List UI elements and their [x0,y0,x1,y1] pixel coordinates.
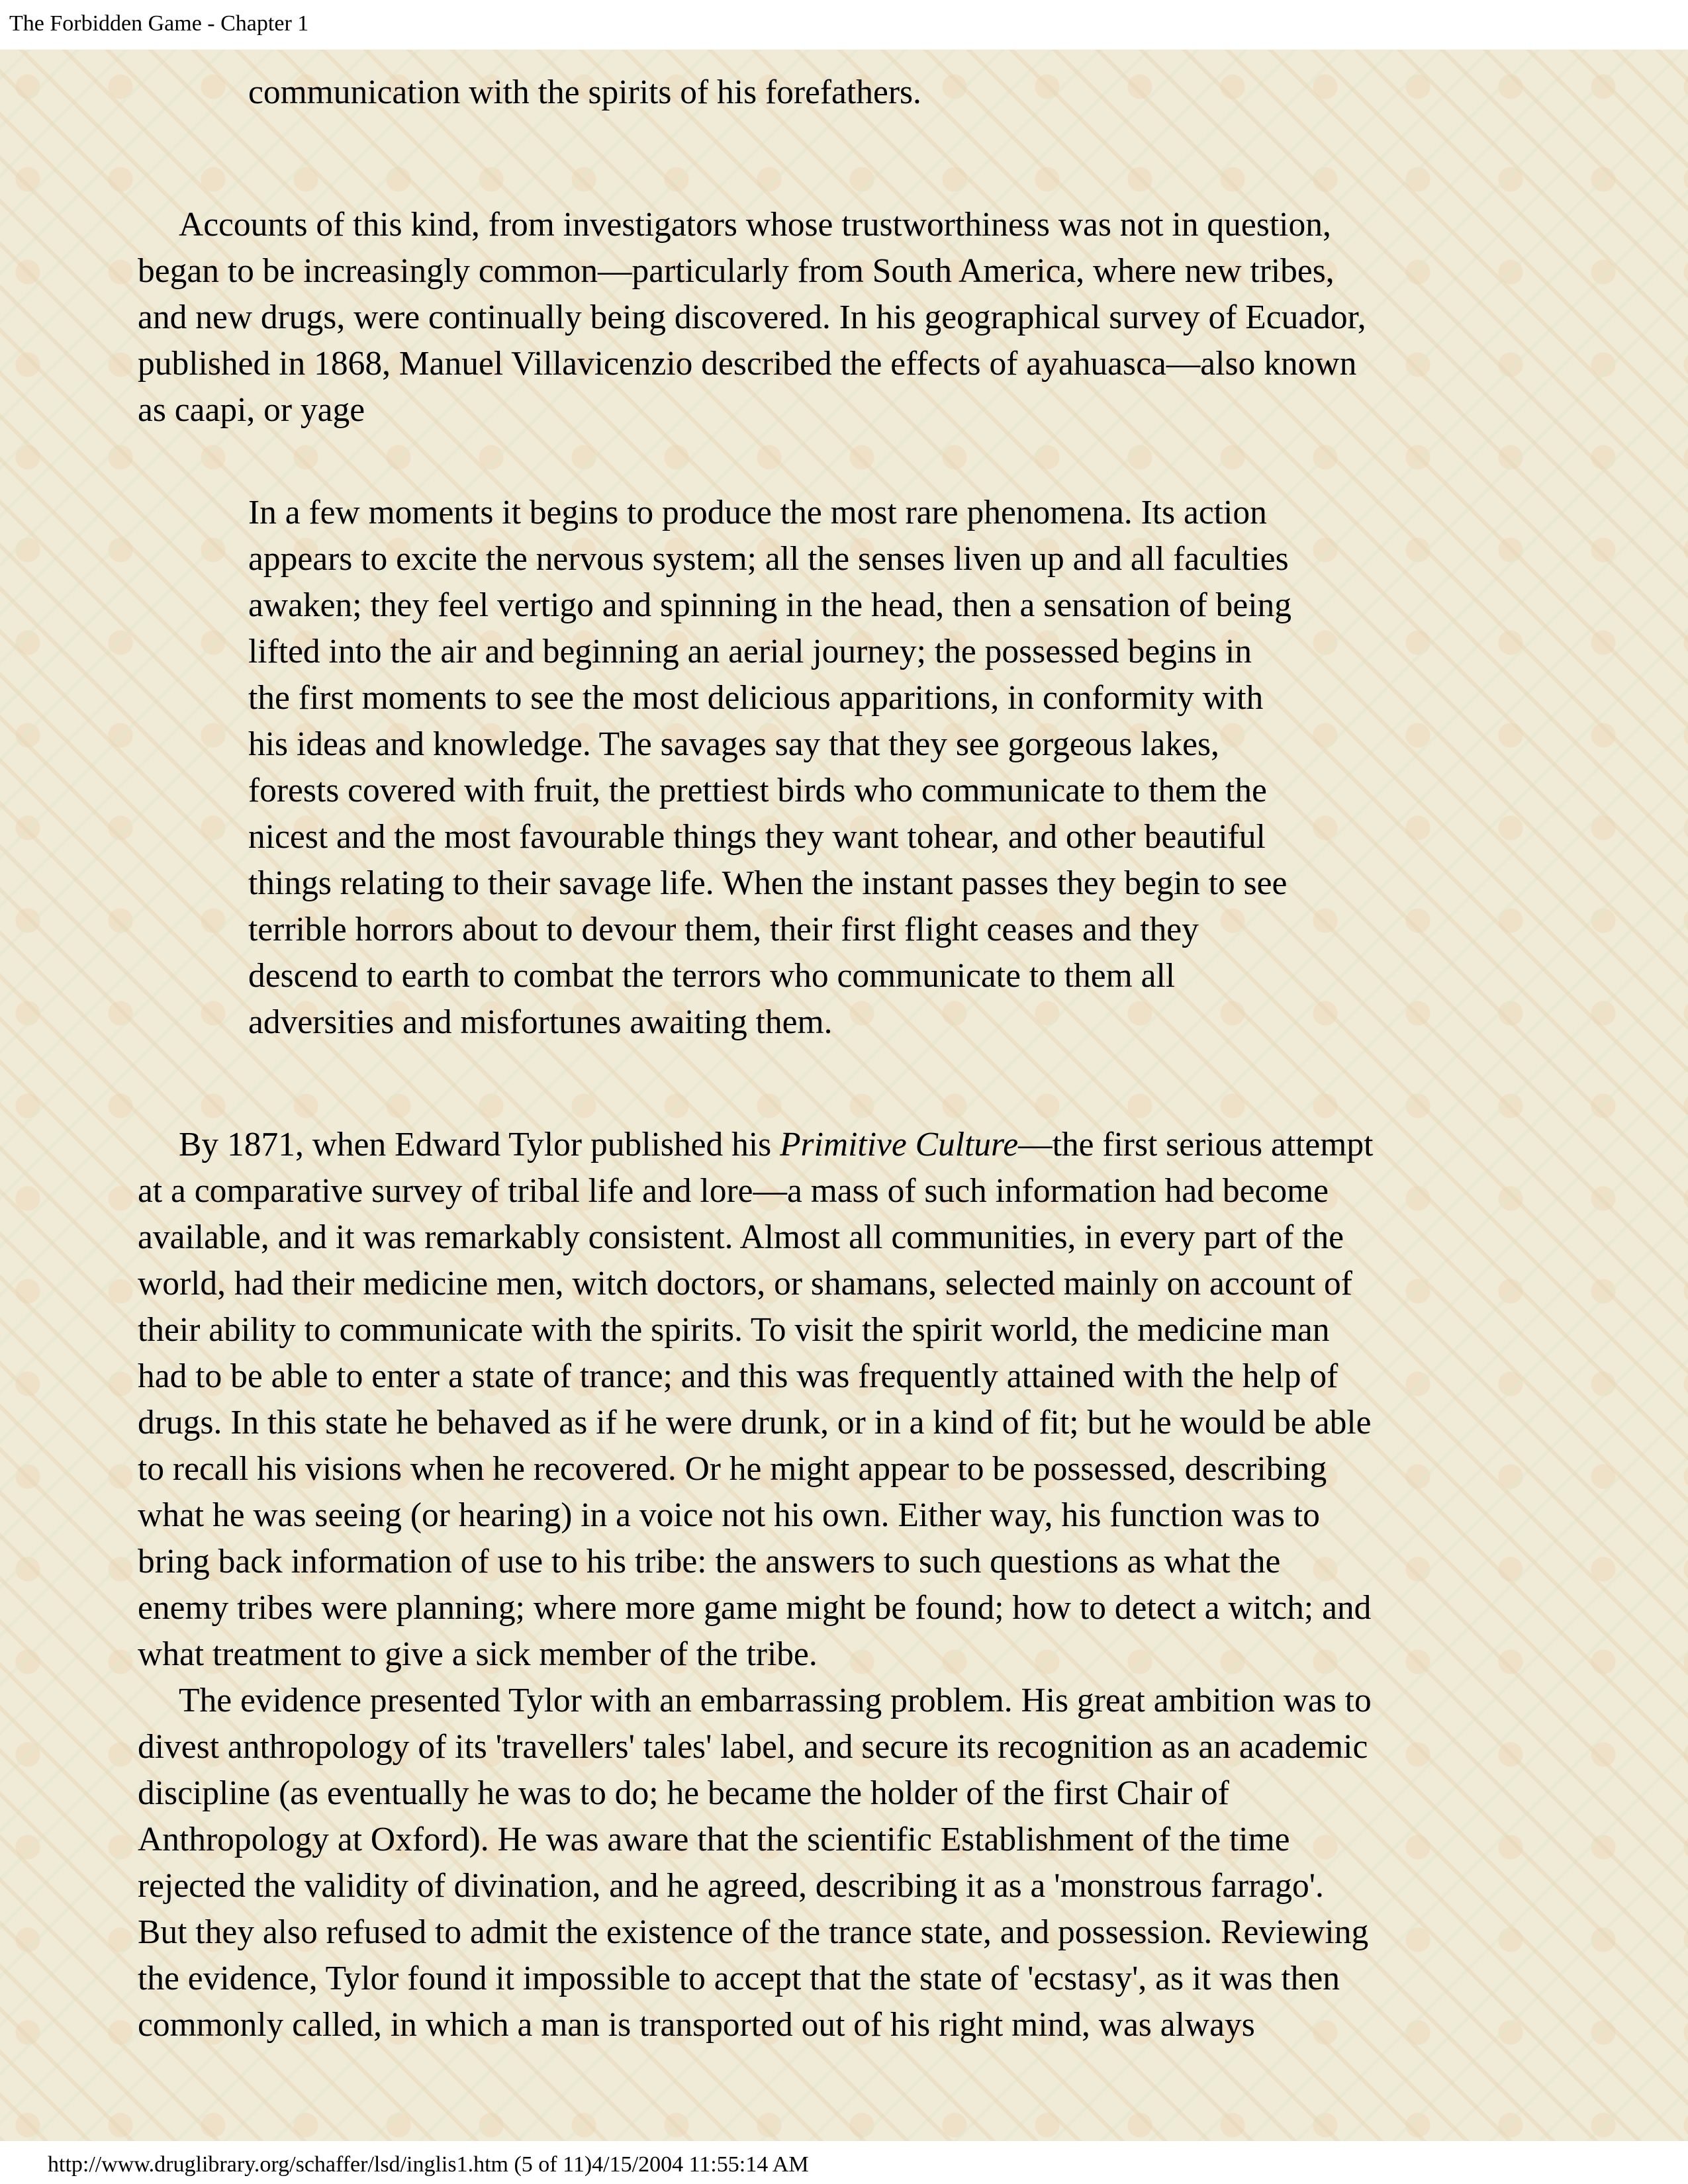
paragraph-line: rejected the validity of divination, and he agreed, describing it as a 'monstrous farrago'. [138,1867,1324,1905]
quote-line: adversities and misfortunes awaiting them. [248,1003,833,1041]
text-run: By 1871, when Edward Tylor published his [179,1126,780,1163]
paragraph-line: what treatment to give a sick member of the tribe. [138,1635,818,1673]
document-title: The Forbidden Game - Chapter 1 [9,11,309,36]
quote-line: descend to earth to combat the terrors who communicate to them all [248,957,1176,995]
paragraph-line: world, had their medicine men, witch doctors, or shamans, selected mainly on account of [138,1265,1352,1302]
quote-line: forests covered with fruit, the prettiest birds who communicate to them the [248,772,1267,809]
page-content [0,50,1688,2141]
paragraph-line: available, and it was remarkably consistent. Almost all communities, in every part of the [138,1218,1344,1256]
paragraph-line: drugs. In this state he behaved as if he were drunk, or in a kind of fit; but he would be able [138,1404,1372,1441]
quote-line: awaken; they feel vertigo and spinning in the head, then a sensation of being [248,586,1292,624]
paragraph-tylor [138,1122,1568,2048]
paragraph-line: the evidence, Tylor found it impossible to accept that the state of 'ecstasy', as it was then [138,1960,1340,1997]
quote-line: his ideas and knowledge. The savages say that they see gorgeous lakes, [248,725,1219,763]
paragraph-line: to recall his visions when he recovered. Or he might appear to be possessed, describing [138,1450,1327,1488]
quote-line: lifted into the air and beginning an aerial journey; the possessed begins in [248,633,1252,670]
paragraph-line: what he was seeing (or hearing) in a voice not his own. Either way, his function was to [138,1496,1320,1534]
paragraph-line: Accounts of this kind, from investigators whose trustworthiness was not in question, [179,206,1331,244]
paragraph-line: discipline (as eventually he was to do; he became the holder of the first Chair of [138,1774,1229,1812]
paragraph-accounts [138,202,1568,433]
paragraph-line: published in 1868, Manuel Villavicenzio described the effects of ayahuasca—also known [138,345,1357,383]
source-url: http://www.druglibrary.org/schaffer/lsd/inglis1.htm (5 of 11)4/15/2004 11:55:14 AM [48,2152,809,2177]
paragraph-line: at a comparative survey of tribal life and lore—a mass of such information had become [138,1172,1329,1210]
paragraph-line: Anthropology at Oxford). He was aware that the scientific Establishment of the time [138,1821,1290,1858]
text-run: —the first serious attempt [1018,1126,1374,1163]
paragraph-line: their ability to communicate with the spirits. To visit the spirit world, the medicine man [138,1311,1330,1349]
block-quote [248,490,1506,1046]
paragraph-line: as caapi, or yage [138,391,365,429]
quote-line: nicest and the most favourable things they want tohear, and other beautiful [248,818,1266,856]
paragraph-line: and new drugs, were continually being discovered. In his geographical survey of Ecuador, [138,298,1366,336]
paragraph-line: But they also refused to admit the existence of the trance state, and possession. Reviewing [138,1913,1369,1951]
paragraph-line: The evidence presented Tylor with an embarrassing problem. His great ambition was to [179,1682,1372,1719]
continued-line: communication with the spirits of his forefathers. [248,73,921,111]
paragraph-line: divest anthropology of its 'travellers' tales' label, and secure its recognition as an academic [138,1728,1368,1766]
paragraph-line: began to be increasingly common—particularly from South America, where new tribes, [138,252,1335,290]
quote-line: the first moments to see the most delicious apparitions, in conformity with [248,679,1264,717]
page-header [0,0,1688,50]
book-title: Primitive Culture [780,1126,1019,1163]
paragraph-line: had to be able to enter a state of trance; and this was frequently attained with the help of [138,1357,1338,1395]
paragraph-line [138,1122,1568,1168]
paragraph-line: bring back information of use to his tribe: the answers to such questions as what the [138,1543,1281,1580]
paragraph-line: commonly called, in which a man is transported out of his right mind, was always [138,2006,1255,2044]
quote-line: things relating to their savage life. When the instant passes they begin to see [248,864,1288,902]
quote-line: appears to excite the nervous system; all the senses liven up and all faculties [248,540,1289,578]
paragraph-line: enemy tribes were planning; where more game might be found; how to detect a witch; and [138,1589,1372,1627]
quote-line: In a few moments it begins to produce the most rare phenomena. Its action [248,494,1267,531]
quote-line: terrible horrors about to devour them, their first flight ceases and they [248,911,1199,948]
page-footer [0,2141,1688,2184]
